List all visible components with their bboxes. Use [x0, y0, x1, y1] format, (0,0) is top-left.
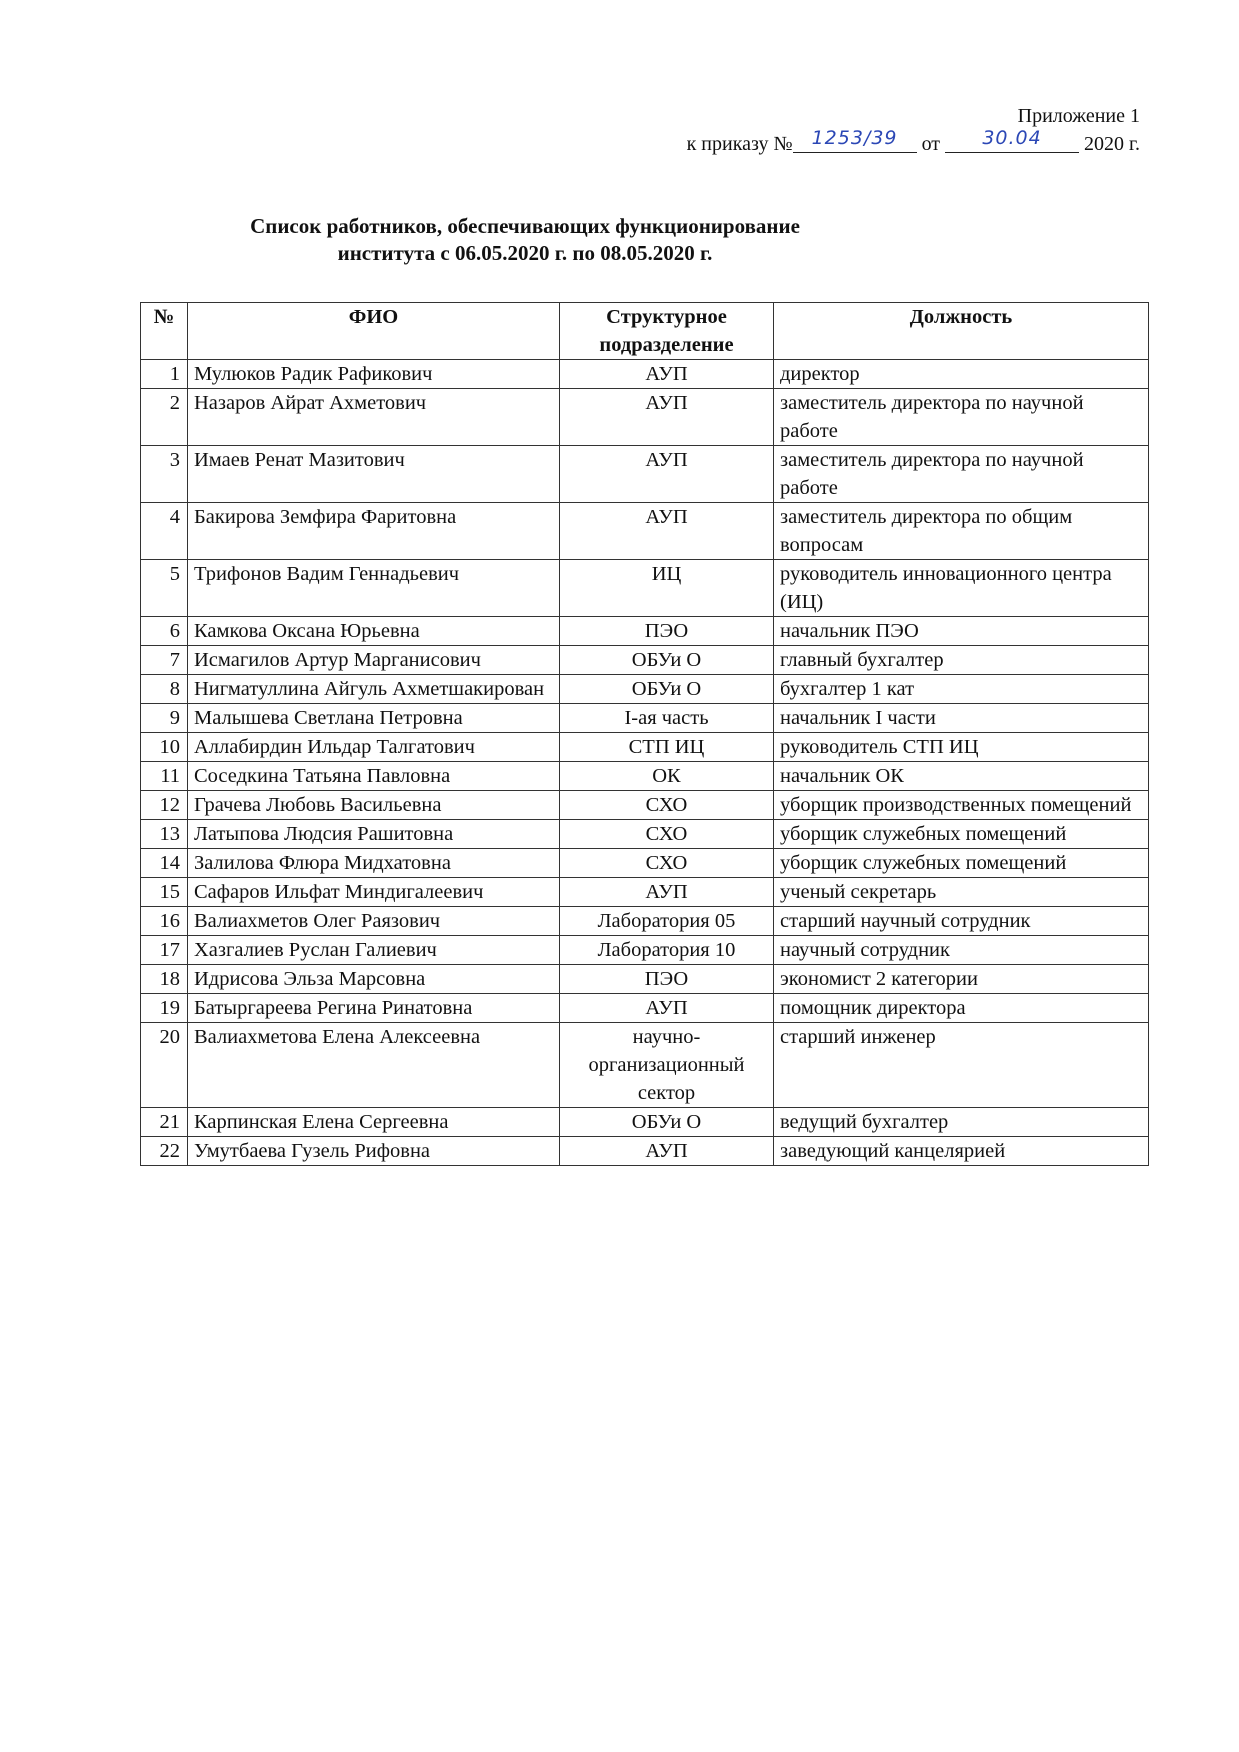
table-row — [141, 994, 1149, 1023]
department: Лаборатория 05 — [560, 907, 774, 936]
position: заведующий канцелярией — [774, 1137, 1149, 1166]
position: помощник директора — [774, 994, 1149, 1023]
row-number: 22 — [141, 1137, 188, 1166]
table-row — [141, 1108, 1149, 1137]
position: заместитель директора по научной работе — [774, 446, 1149, 503]
position: уборщик служебных помещений — [774, 820, 1149, 849]
department: ОБУи О — [560, 646, 774, 675]
position: главный бухгалтер — [774, 646, 1149, 675]
table-header-row — [141, 303, 1149, 360]
table-row — [141, 646, 1149, 675]
employee-name: Залилова Флюра Мидхатовна — [188, 849, 560, 878]
staff-table — [140, 302, 1149, 1166]
employee-name: Карпинская Елена Сергеевна — [188, 1108, 560, 1137]
position: старший научный сотрудник — [774, 907, 1149, 936]
row-number: 18 — [141, 965, 188, 994]
department: АУП — [560, 360, 774, 389]
row-number: 2 — [141, 389, 188, 446]
department: АУП — [560, 503, 774, 560]
year-suffix: 2020 г. — [1084, 133, 1140, 155]
department: АУП — [560, 389, 774, 446]
employee-name: Грачева Любовь Васильевна — [188, 791, 560, 820]
department: ОБУи О — [560, 1108, 774, 1137]
row-number: 10 — [141, 733, 188, 762]
employee-name: Камкова Оксана Юрьевна — [188, 617, 560, 646]
position: старший инженер — [774, 1023, 1149, 1108]
employee-name: Идрисова Эльза Марсовна — [188, 965, 560, 994]
position: руководитель СТП ИЦ — [774, 733, 1149, 762]
table-row — [141, 503, 1149, 560]
header-num: № — [141, 303, 188, 360]
employee-name: Латыпова Людсия Рашитовна — [188, 820, 560, 849]
position: ученый секретарь — [774, 878, 1149, 907]
department: ОК — [560, 762, 774, 791]
employee-name: Валиахметова Елена Алексеевна — [188, 1023, 560, 1108]
order-reference — [686, 127, 1140, 158]
table-row — [141, 1137, 1149, 1166]
employee-name: Мулюков Радик Рафикович — [188, 360, 560, 389]
employee-name: Хазгалиев Руслан Галиевич — [188, 936, 560, 965]
table-row — [141, 849, 1149, 878]
table-row — [141, 389, 1149, 446]
title-line-2: института с 06.05.2020 г. по 08.05.2020 г. — [337, 241, 713, 265]
table-row — [141, 704, 1149, 733]
employee-name: Нигматуллина Айгуль Ахметшакирован — [188, 675, 560, 704]
table-row — [141, 791, 1149, 820]
position: начальник ОК — [774, 762, 1149, 791]
employee-name: Умутбаева Гузель Рифовна — [188, 1137, 560, 1166]
row-number: 3 — [141, 446, 188, 503]
employee-name: Назаров Айрат Ахметович — [188, 389, 560, 446]
header-name: ФИО — [188, 303, 560, 360]
row-number: 5 — [141, 560, 188, 617]
title-line-1: Список работников, обеспечивающих функционирование — [250, 214, 800, 238]
position: начальник ПЭО — [774, 617, 1149, 646]
row-number: 7 — [141, 646, 188, 675]
position: ведущий бухгалтер — [774, 1108, 1149, 1137]
position: экономист 2 категории — [774, 965, 1149, 994]
table-row — [141, 965, 1149, 994]
employee-name: Имаев Ренат Мазитович — [188, 446, 560, 503]
order-prefix: к приказу № — [686, 133, 793, 155]
row-number: 1 — [141, 360, 188, 389]
department: СТП ИЦ — [560, 733, 774, 762]
row-number: 12 — [141, 791, 188, 820]
department: СХО — [560, 791, 774, 820]
department: I-ая часть — [560, 704, 774, 733]
table-row — [141, 762, 1149, 791]
row-number: 15 — [141, 878, 188, 907]
order-date-field — [945, 127, 1079, 153]
document-title — [140, 213, 910, 267]
position: руководитель инновационного центра (ИЦ) — [774, 560, 1149, 617]
department: научно-организационный сектор — [560, 1023, 774, 1108]
table-row — [141, 360, 1149, 389]
table-row — [141, 936, 1149, 965]
employee-name: Исмагилов Артур Марганисович — [188, 646, 560, 675]
appendix-title: Приложение 1 — [1017, 105, 1140, 127]
position: бухгалтер 1 кат — [774, 675, 1149, 704]
department: ОБУи О — [560, 675, 774, 704]
header-position: Должность — [774, 303, 1149, 360]
department: АУП — [560, 446, 774, 503]
table-row — [141, 560, 1149, 617]
department: СХО — [560, 820, 774, 849]
position: заместитель директора по общим вопросам — [774, 503, 1149, 560]
table-row — [141, 1023, 1149, 1108]
order-number: 1253/39 — [811, 127, 898, 149]
table-row — [141, 907, 1149, 936]
position: научный сотрудник — [774, 936, 1149, 965]
table-row — [141, 617, 1149, 646]
department: АУП — [560, 878, 774, 907]
row-number: 6 — [141, 617, 188, 646]
employee-name: Сафаров Ильфат Миндигалеевич — [188, 878, 560, 907]
department: АУП — [560, 1137, 774, 1166]
department: ИЦ — [560, 560, 774, 617]
row-number: 13 — [141, 820, 188, 849]
appendix-header — [687, 102, 1140, 158]
employee-name: Малышева Светлана Петровна — [188, 704, 560, 733]
row-number: 11 — [141, 762, 188, 791]
row-number: 8 — [141, 675, 188, 704]
table-row — [141, 878, 1149, 907]
row-number: 21 — [141, 1108, 188, 1137]
department: СХО — [560, 849, 774, 878]
table-row — [141, 820, 1149, 849]
employee-name: Бакирова Земфира Фаритовна — [188, 503, 560, 560]
employee-name: Валиахметов Олег Раязович — [188, 907, 560, 936]
table-row — [141, 675, 1149, 704]
order-number-field — [793, 127, 917, 153]
position: заместитель директора по научной работе — [774, 389, 1149, 446]
employee-name: Трифонов Вадим Геннадьевич — [188, 560, 560, 617]
employee-name: Аллабирдин Ильдар Талгатович — [188, 733, 560, 762]
header-dept: Структурное подразделение — [560, 303, 774, 360]
row-number: 9 — [141, 704, 188, 733]
row-number: 20 — [141, 1023, 188, 1108]
employee-name: Соседкина Татьяна Павловна — [188, 762, 560, 791]
row-number: 16 — [141, 907, 188, 936]
row-number: 19 — [141, 994, 188, 1023]
position: начальник I части — [774, 704, 1149, 733]
date-prefix: от — [921, 133, 941, 155]
department: АУП — [560, 994, 774, 1023]
department: ПЭО — [560, 617, 774, 646]
order-date: 30.04 — [982, 127, 1042, 149]
department: Лаборатория 10 — [560, 936, 774, 965]
position: уборщик производственных помещений — [774, 791, 1149, 820]
table-row — [141, 733, 1149, 762]
position: директор — [774, 360, 1149, 389]
department: ПЭО — [560, 965, 774, 994]
row-number: 4 — [141, 503, 188, 560]
employee-name: Батыргареева Регина Ринатовна — [188, 994, 560, 1023]
row-number: 14 — [141, 849, 188, 878]
row-number: 17 — [141, 936, 188, 965]
position: уборщик служебных помещений — [774, 849, 1149, 878]
staff-table-body — [141, 360, 1149, 1166]
table-row — [141, 446, 1149, 503]
